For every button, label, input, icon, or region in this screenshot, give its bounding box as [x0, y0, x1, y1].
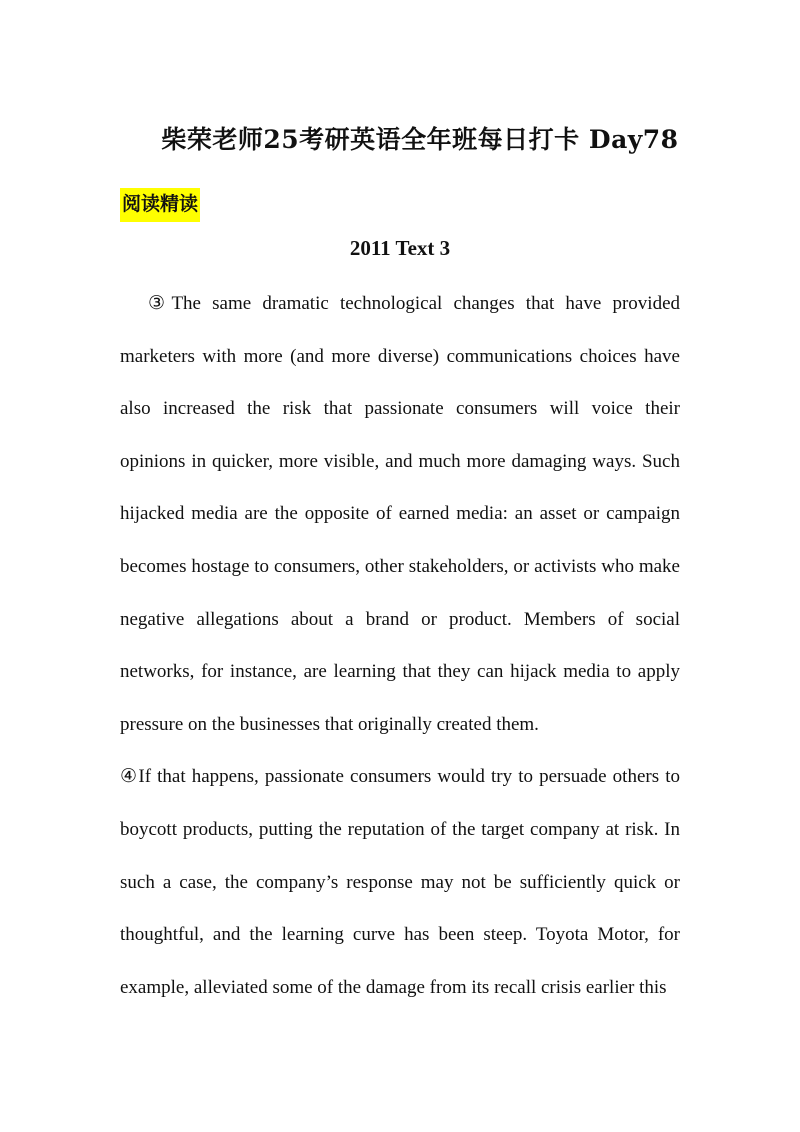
paragraph-3: ③The same dramatic technological changes that have provided marketers with more (and more diverse) communications choices have also increased the risk that passionate consumers will voice their opinions in quicker, more visible, and much more damaging ways. Such hijacked media are the opposite of earned media: an asset or campaign becomes hostage to consumers, other stakeholders, or activists who make negative allegations about a brand or product. Members of social networks, for instance, are learning that they can hijack media to apply pressure on the businesses that originally created them.: [120, 293, 680, 735]
page-title: 柴荣老师25考研英语全年班每日打卡 Day78: [161, 125, 679, 154]
article-body: [120, 278, 680, 1014]
paragraph-4: ④If that happens, passionate consumers would try to persuade others to boycott products, putting the reputation of the target company at risk. In such a case, the company’s response may not be sufficiently quick or thoughtful, and the learning curve has been steep. Toyota Motor, for example, alleviated some of the damage from its recall crisis earlier this: [120, 766, 680, 998]
section-tag-highlight: 阅读精读: [120, 188, 200, 222]
text-title: 2011 Text 3: [349, 236, 451, 260]
